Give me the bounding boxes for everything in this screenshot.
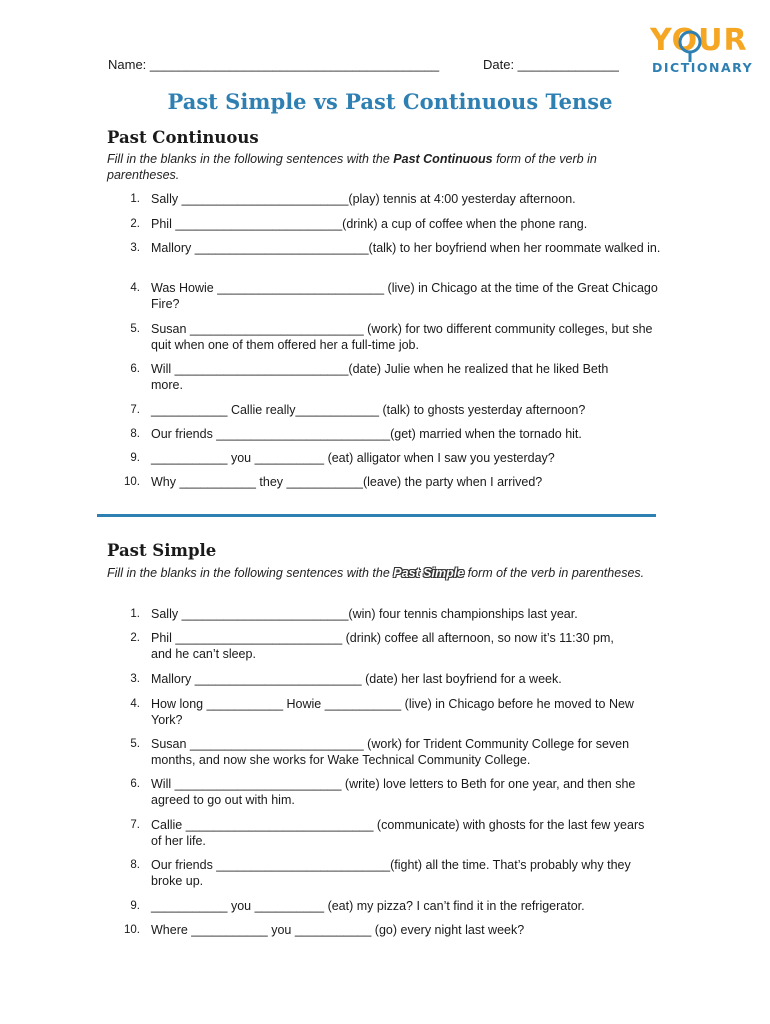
instruction-text: form of the verb in parentheses.	[464, 566, 645, 580]
item-number: 9.	[130, 900, 140, 912]
item-number: 4.	[130, 698, 140, 710]
item-text: Sally ________________________(play) tennis at 4:00 yesterday afternoon.	[151, 192, 576, 206]
item-number: 9.	[130, 452, 140, 464]
section-divider	[97, 514, 656, 517]
section-heading-past-continuous: Past Continuous	[107, 128, 259, 147]
instructions-past-continuous	[107, 151, 667, 183]
item-text: Our friends _________________________(fight) all the time. That’s probably why they broke up.	[151, 858, 635, 888]
item-text: Where ___________ you ___________ (go) every night last week?	[151, 923, 525, 937]
item-number: 8.	[130, 428, 140, 440]
item-text: Will ________________________ (write) love letters to Beth for one year, and then she agreed to go out with him.	[151, 777, 639, 807]
item-number: 6.	[130, 778, 140, 790]
item-number: 1.	[130, 608, 140, 620]
item-number: 2.	[130, 632, 140, 644]
item-text: Mallory ________________________ (date) her last boyfriend for a week.	[151, 672, 562, 686]
item-number: 7.	[130, 819, 140, 831]
item-number: 5.	[130, 738, 140, 750]
item-text: How long ___________ Howie ___________ (live) in Chicago before he moved to New York?	[151, 697, 638, 727]
instruction-text: form of the verb in parentheses.	[107, 152, 597, 182]
date-field[interactable]: Date: ______________	[483, 57, 619, 72]
item-text: Our friends _________________________(get) married when the tornado hit.	[151, 427, 582, 441]
item-number: 3.	[130, 242, 140, 254]
item-text: Mallory _________________________(talk) to her boyfriend when her roommate walked in.	[151, 241, 661, 255]
item-text: ___________ you __________ (eat) my pizza? I can’t find it in the refrigerator.	[151, 899, 585, 913]
name-field[interactable]: Name: ________________________________________	[108, 57, 440, 72]
item-number: 4.	[130, 282, 140, 294]
item-text: Susan _________________________ (work) for two different community colleges, but she quit when one of them offered her a full-time job.	[151, 322, 656, 352]
item-text: Callie ___________________________ (communicate) with ghosts for the last few years of her life.	[151, 818, 648, 848]
instruction-emphasis: Past Simple	[393, 566, 465, 580]
item-number: 6.	[130, 363, 140, 375]
section-heading-past-simple: Past Simple	[107, 541, 217, 560]
item-text: Phil ________________________ (drink) coffee all afternoon, so now it’s 11:30 pm, and he can’t sleep.	[151, 631, 618, 661]
item-number: 2.	[130, 218, 140, 230]
page-title: Past Simple vs Past Continuous Tense	[167, 89, 613, 114]
instruction-text: Fill in the blanks in the following sentences with the	[107, 566, 394, 580]
item-number: 10.	[124, 476, 140, 488]
item-text: Phil ________________________(drink) a cup of coffee when the phone rang.	[151, 217, 588, 231]
item-text: Was Howie ________________________ (live) in Chicago at the time of the Great Chicago Fire?	[151, 281, 662, 311]
item-number: 10.	[124, 924, 140, 936]
item-text: Will _________________________(date) Julie when he realized that he liked Beth more.	[151, 362, 612, 392]
item-text: Why ___________ they ___________(leave) the party when I arrived?	[151, 475, 543, 489]
item-number: 7.	[130, 404, 140, 416]
item-text: Susan _________________________ (work) for Trident Community College for seven months, and now she works for Wake Technical Community College.	[151, 737, 633, 767]
item-text: Sally ________________________(win) four tennis championships last year.	[151, 607, 578, 621]
item-number: 5.	[130, 323, 140, 335]
magnifier-icon	[676, 28, 706, 64]
item-text: ___________ you __________ (eat) alligator when I saw you yesterday?	[151, 451, 555, 465]
logo-wordmark-dictionary: DICTIONARY	[652, 60, 754, 75]
instruction-emphasis: Past Continuous	[393, 152, 493, 166]
item-text: ___________ Callie really____________ (talk) to ghosts yesterday afternoon?	[151, 403, 586, 417]
instruction-text: Fill in the blanks in the following sentences with the	[107, 152, 394, 166]
item-number: 8.	[130, 859, 140, 871]
logo-wordmark-your: YOUR	[650, 23, 748, 58]
item-number: 1.	[130, 193, 140, 205]
item-number: 3.	[130, 673, 140, 685]
your-dictionary-logo	[650, 24, 760, 80]
instructions-past-simple	[107, 565, 667, 581]
